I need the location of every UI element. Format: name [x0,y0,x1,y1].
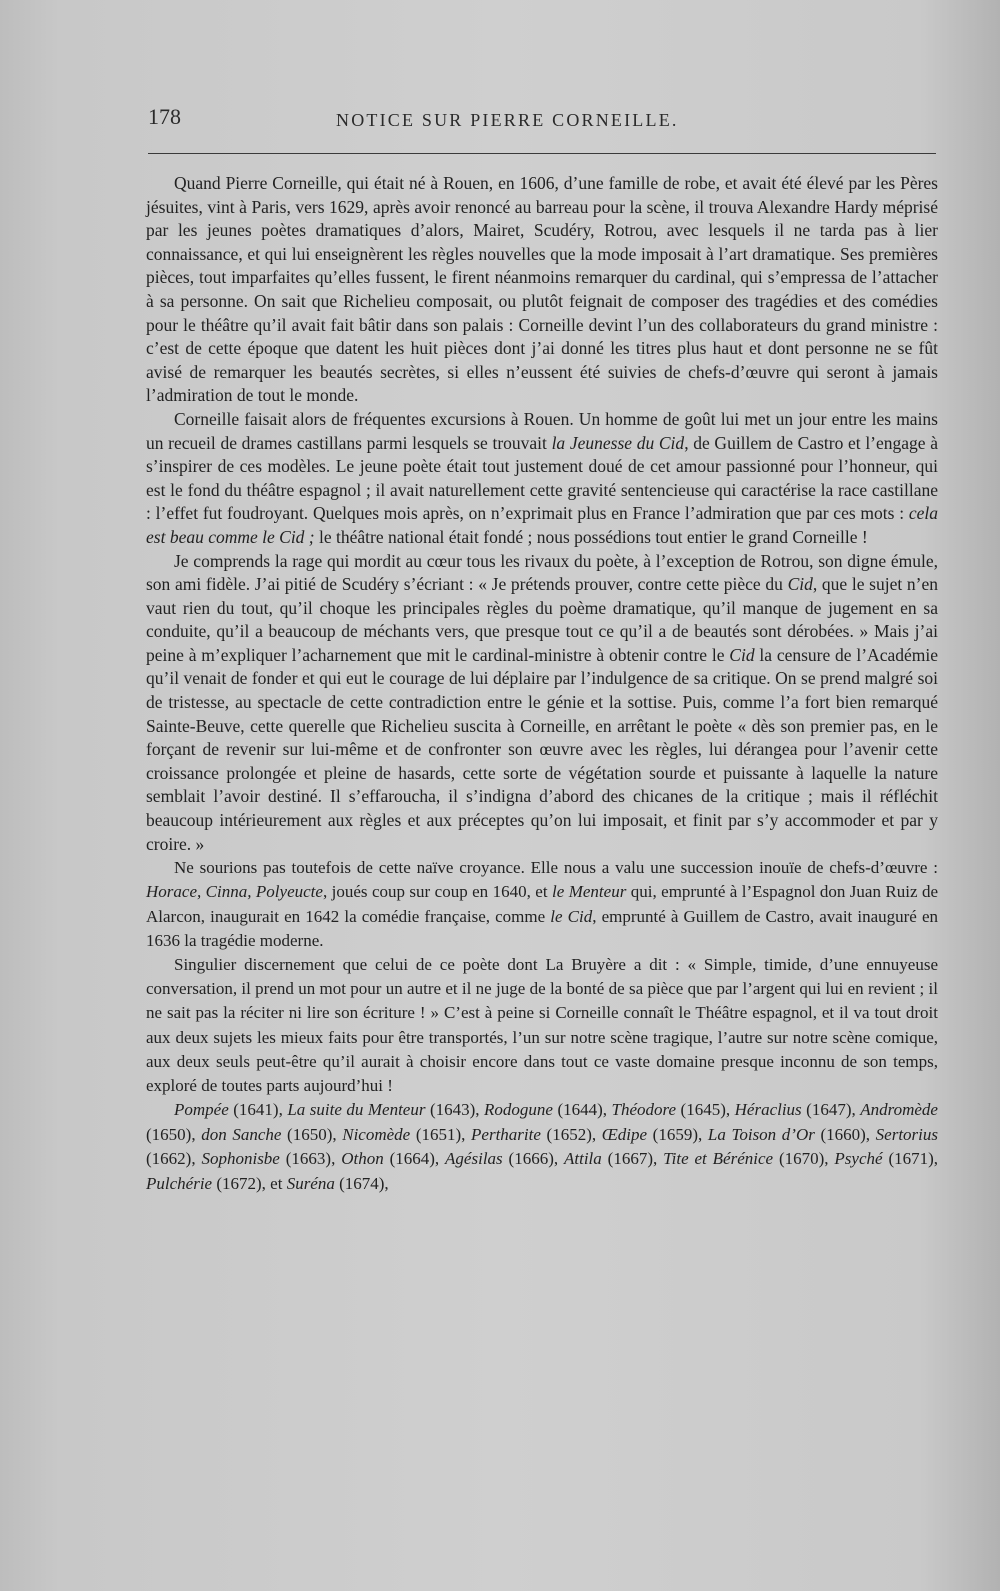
italic-text-run: La suite du Menteur [287,1100,426,1120]
text-run: (1663), [279,1149,342,1169]
text-run: (1671), [882,1149,939,1169]
text-run: qui, emprunté à l’Espagnol don Juan Ruiz de Alarcon, inaugurait en 1642 la comédie française, comme [146,882,938,926]
italic-text-run: la Jeunesse du Cid [551,432,685,453]
text-run: , que le sujet n’en vaut rien du tout, qu’il choque les principales règles du poème dramatique, qu’il manque de jugement en sa conduite, qu’il a beaucoup de méchants vers, que presque tout ce qu’il a de beautés sont dérobées. » Mais j’ai peine à m’expliquer l’acharnement que mit le cardinal-ministre à obtenir contre le [146,574,939,665]
text-run: (1643), [425,1100,485,1120]
italic-text-run: Théodore [611,1100,677,1120]
text-run: (1647), [801,1100,861,1120]
italic-text-run: Pompée [174,1100,229,1120]
text-run: (1672), et [212,1174,287,1194]
text-run: , joués coup sur coup en 1640, et [322,882,553,902]
paragraph [146,172,938,408]
text-run: Ne sourions pas toutefois de cette naïve croyance. Elle nous a valu une succession inouïe de chefs-d’œuvre : [174,858,938,878]
header-rule [148,153,936,154]
italic-text-run: Sophonisbe [201,1149,280,1169]
italic-text-run: Héraclius [734,1100,802,1120]
italic-text-run: don Sanche [201,1124,282,1144]
running-head: NOTICE SUR PIERRE CORNEILLE. [336,110,679,130]
italic-text-run: le Cid [550,906,593,926]
italic-text-run: Rodogune [484,1100,553,1120]
text-run: la censure de l’Académie qu’il venait de fonder et qui eut le courage de lui déplaire par l’indulgence de sa critique. On se prend malgré soi de tristesse, au spectacle de cette contradiction entre le génie et la sottise. Puis, comme l’a fort bien remarqué Sainte-Beuve, cette querelle que Richelieu suscita à Corneille, en arrêtant le poète « dès son premier pas, en le forçant de revenir sur lui-même et de confronter son œuvre avec les règles, lui dérangea pour l’avenir cette croissance prolongée et pleine de hasards, cette sorte de végétation sourde et puissante à laquelle la nature semblait l’avoir destiné. Il s’effaroucha, il s’indigna d’abord des chicanes de la critique ; mais il réfléchit beaucoup intérieurement aux règles et aux préceptes qu’on lui imposait, et finit par s’y accommoder et par y croire. » [146,644,938,854]
text-run: (1674), [334,1174,389,1194]
text-run: Quand Pierre Corneille, qui était né à Rouen, en 1606, d’une famille de robe, et avait été élevé par les Pères jésuites, vint à Paris, vers 1629, après avoir renoncé au barreau pour la scène, il trouva Alexandre Hardy méprisé par les jeunes poètes dramatiques d’alors, Mairet, Scudéry, Rotrou, avec lesquels il ne tarda pas à lier connaissance, et qui lui enseignèrent les règles nouvelles que la mode imposait à l’art dramatique. Ses premières pièces, tout imparfaites qu’elles fussent, le firent néanmoins remarquer du cardinal, qui s’empressa de l’attacher à sa personne. On sait que Richelieu composait, ou plutôt feignait de composer des tragédies et des comédies pour le théâtre qu’il avait fait bâtir dans son palais : Corneille devint l’un des collaborateurs du grand ministre : c’est de cette époque que datent les huit pièces dont j’ai donné les titres plus haut et dont personne ne se fût avisé de remarquer les beautés secrètes, si elles n’eussent été suivies de chefs-d’œuvre qui seront à jamais l’admiration de tout le monde. [146,173,938,406]
text-run: , de Guillem de Castro et l’engage à s’inspirer de ces modèles. Le jeune poète était tout justement doué de cet amour passionné pour l’honneur, qui est le fond du théâtre espagnol ; il avait naturellement cette gravité sentencieuse qui caractérise la race castillane : l’effet fut foudroyant. Quelques mois après, on n’exprimait plus en France l’admiration que par ces mots : [146,432,939,524]
italic-text-run: Tite et Bérénice [663,1149,774,1169]
paragraph [146,953,938,1098]
paragraph [146,1098,938,1196]
text-run: (1666), [502,1149,564,1169]
italic-text-run: Sertorius [875,1124,939,1144]
italic-text-run: La Toison d’Or [707,1124,815,1144]
text-run: (1664), [383,1149,446,1169]
body-text [146,172,938,1197]
italic-text-run: Nicomède [342,1124,411,1144]
text-run: (1645), [676,1100,735,1120]
text-run: (1644), [552,1100,612,1120]
text-run: Corneille faisait alors de fréquentes excursions à Rouen. Un homme de goût lui met un jour entre les mains un recueil de drames castillans parmi lesquels se trouvait [146,408,938,453]
paragraph [146,856,938,953]
text-run: (1670), [773,1149,835,1169]
italic-text-run: Pertharite [471,1124,541,1144]
italic-text-run: le Menteur [552,882,627,902]
italic-text-run: Œdipe [601,1124,648,1144]
text-run: le théâtre national était fondé ; nous possédions tout entier le grand Corneille ! [314,526,868,547]
page-header [148,104,936,136]
text-run: (1652), [540,1124,602,1144]
text-run: (1650), [281,1124,343,1144]
text-run: (1660), [814,1124,876,1144]
italic-text-run: Othon [341,1149,384,1169]
text-run: (1641), [228,1100,288,1120]
italic-text-run: Cid [729,644,755,665]
text-run: Singulier discernement que celui de ce poète dont La Bruyère a dit : « Simple, timide, d’une ennuyeuse conversation, il prend un mot pour un autre et il ne juge de la bonté de sa pièce que par l’argent qui lui en revient ; il ne sait pas la réciter ni lire son écriture ! » C’est à peine si Corneille connaît le Théâtre espagnol, et il va tout droit aux deux sujets les mieux faits pour être transportés, l’un sur notre scène tragique, l’autre sur notre scène comique, aux deux seuls peut-être qu’il aurait à choisir encore dans tout ce vaste domaine presque inconnu de son temps, exploré de toutes parts aujourd’hui ! [146,955,938,1096]
text-run: (1650), [146,1124,202,1144]
text-run: (1651), [410,1124,472,1144]
italic-text-run: Horace, Cinna, Polyeucte [146,882,323,902]
text-run: (1662), [146,1149,202,1169]
text-run: Je comprends la rage qui mordit au cœur tous les rivaux du poète, à l’exception de Rotrou, son digne émule, son ami fidèle. J’ai pitié de Scudéry s’écriant : « Je prétends prouver, contre cette pièce du [146,550,938,595]
italic-text-run: Andromède [860,1100,938,1120]
page-number: 178 [148,104,181,129]
paragraph [146,408,938,550]
italic-text-run: Cid [787,574,813,595]
italic-text-run: Attila [564,1149,602,1169]
text-run: (1659), [647,1124,708,1144]
italic-text-run: Suréna [286,1174,335,1194]
italic-text-run: Agésilas [445,1149,503,1169]
text-run: (1667), [601,1149,664,1169]
paragraph [146,550,938,857]
text-run: , emprunté à Guillem de Castro, avait inauguré en 1636 la tragédie moderne. [146,906,938,950]
italic-text-run: cela est beau comme le Cid ; [146,503,938,547]
italic-text-run: Psyché [834,1149,883,1169]
italic-text-run: Pulchérie [146,1174,213,1194]
